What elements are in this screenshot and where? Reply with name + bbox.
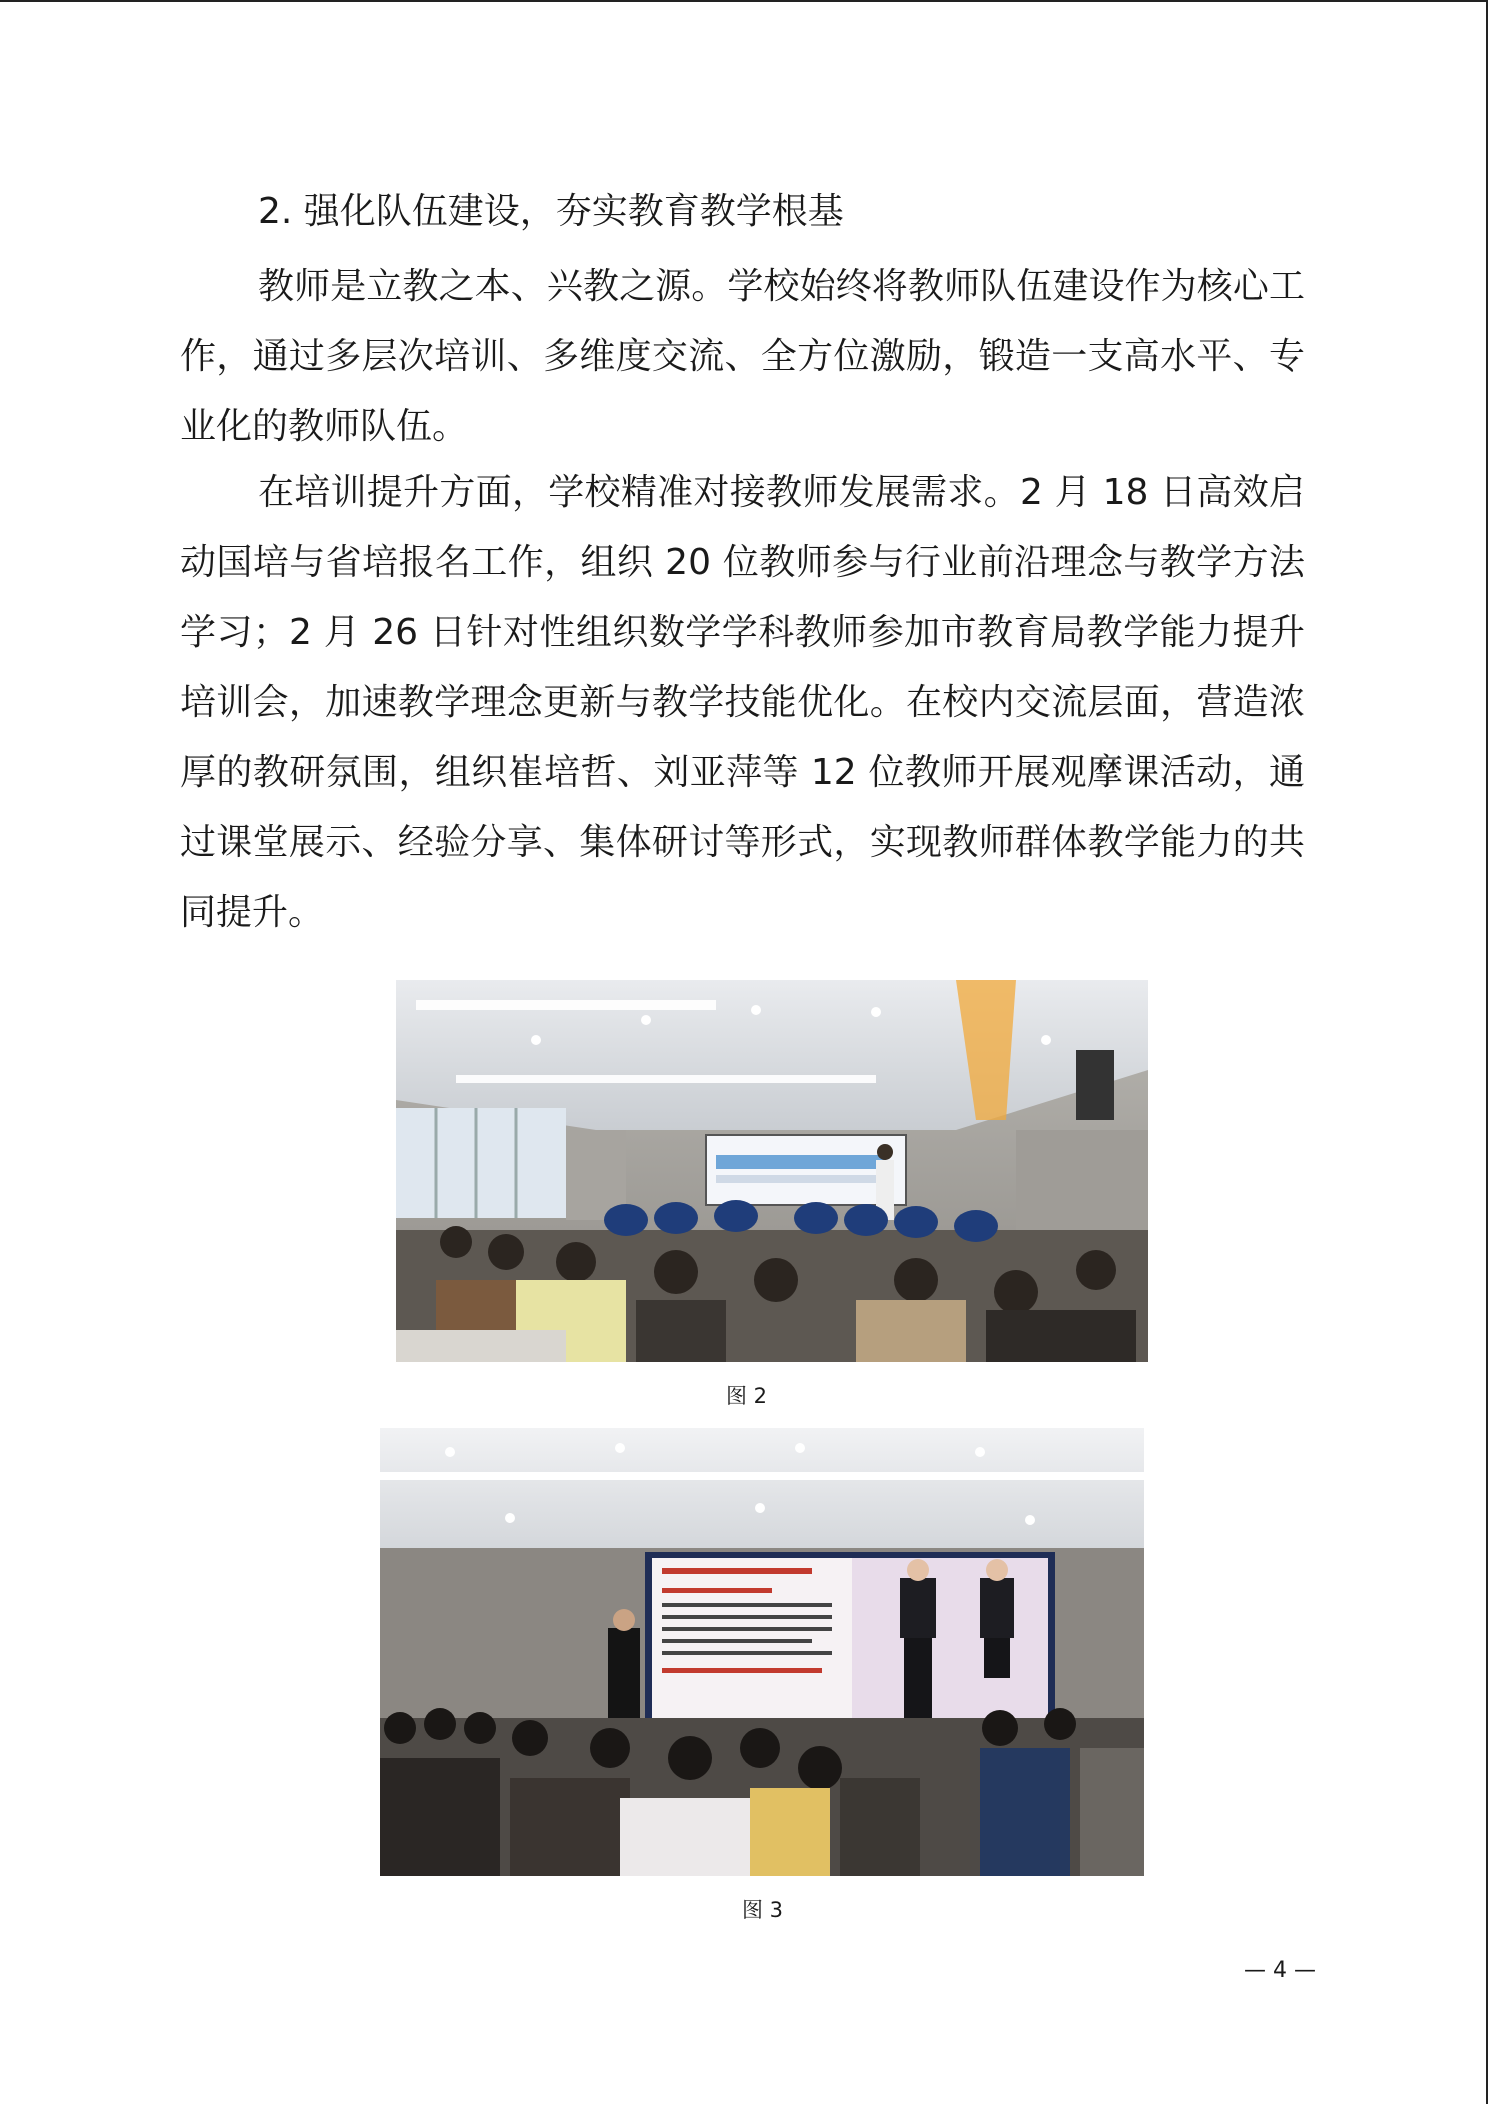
page-number: — 4 — bbox=[1244, 1958, 1316, 1983]
section-heading: 2. 强化队伍建设，夯实教育教学根基 bbox=[258, 191, 844, 232]
figure-3-caption: 图 3 bbox=[742, 1898, 784, 1922]
page-border-top bbox=[0, 0, 1488, 2]
figure-3-photo bbox=[380, 1428, 1144, 1876]
paragraph-2: 在培训提升方面，学校精准对接教师发展需求。2 月 18 日高效启动国培与省培报名工作，组织 20 位教师参与行业前沿理念与教学方法学习；2 月 26 日针对性组织数学学科教师参加市教育局教学能力提升培训会，加速教学理念更新与教学技能优化。在校内交流层面，营造浓厚的教研氛围，组织崔培哲、刘亚萍等 12 位教师开展观摩课活动，通过课堂展示、经验分享、集体研讨等形式，实现教师群体教学能力的共同提升。 bbox=[180, 472, 1305, 933]
figure-2-photo bbox=[396, 980, 1148, 1362]
paragraph-1: 教师是立教之本、兴教之源。学校始终将教师队伍建设作为核心工作，通过多层次培训、多维度交流、全方位激励，锻造一支高水平、专业化的教师队伍。 bbox=[180, 266, 1305, 447]
figure-2-caption: 图 2 bbox=[726, 1384, 768, 1408]
